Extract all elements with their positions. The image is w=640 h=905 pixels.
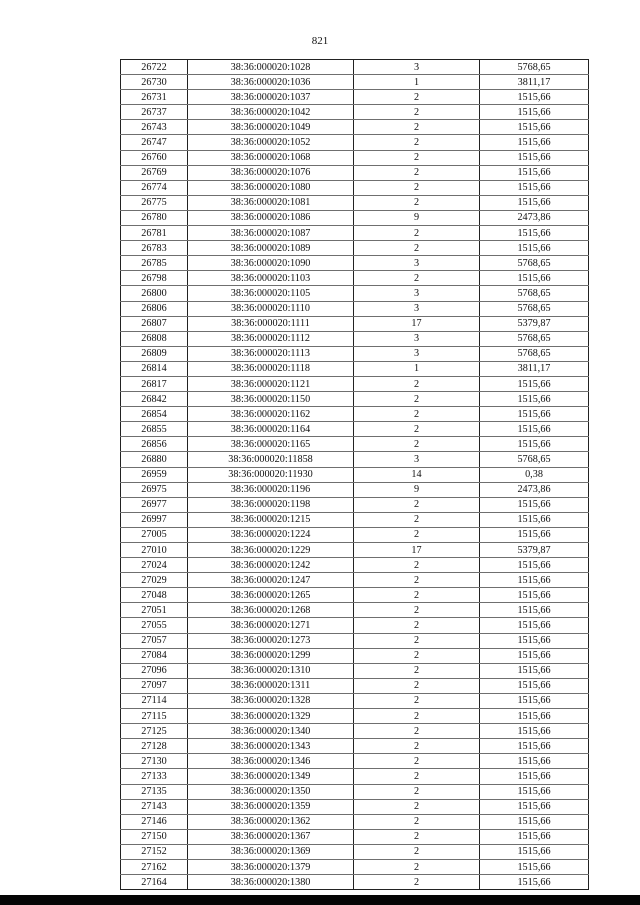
count-cell: 9 bbox=[354, 482, 480, 497]
table-row bbox=[121, 271, 589, 286]
value-cell: 1515,66 bbox=[480, 829, 589, 844]
record-number-cell: 27048 bbox=[121, 588, 188, 603]
table-row bbox=[121, 844, 589, 859]
value-cell: 1515,66 bbox=[480, 648, 589, 663]
table-row bbox=[121, 256, 589, 271]
value-cell: 5768,65 bbox=[480, 452, 589, 467]
count-cell: 3 bbox=[354, 346, 480, 361]
table-row bbox=[121, 361, 589, 376]
table-row bbox=[121, 346, 589, 361]
value-cell: 1515,66 bbox=[480, 422, 589, 437]
count-cell: 2 bbox=[354, 633, 480, 648]
cadastral-number-cell: 38:36:000020:1359 bbox=[188, 799, 354, 814]
count-cell: 2 bbox=[354, 165, 480, 180]
record-number-cell: 26775 bbox=[121, 195, 188, 210]
count-cell: 17 bbox=[354, 316, 480, 331]
table-row bbox=[121, 226, 589, 241]
cadastral-number-cell: 38:36:000020:1362 bbox=[188, 814, 354, 829]
table-row bbox=[121, 693, 589, 708]
count-cell: 2 bbox=[354, 512, 480, 527]
record-number-cell: 26997 bbox=[121, 512, 188, 527]
table-row bbox=[121, 437, 589, 452]
count-cell: 2 bbox=[354, 120, 480, 135]
cadastral-number-cell: 38:36:000020:1087 bbox=[188, 226, 354, 241]
table-row bbox=[121, 648, 589, 663]
value-cell: 2473,86 bbox=[480, 210, 589, 225]
value-cell: 2473,86 bbox=[480, 482, 589, 497]
value-cell: 1515,66 bbox=[480, 527, 589, 542]
value-cell: 1515,66 bbox=[480, 241, 589, 256]
cadastral-number-cell: 38:36:000020:1042 bbox=[188, 105, 354, 120]
cadastral-number-cell: 38:36:000020:1052 bbox=[188, 135, 354, 150]
count-cell: 2 bbox=[354, 407, 480, 422]
table-row bbox=[121, 859, 589, 874]
count-cell: 2 bbox=[354, 829, 480, 844]
table-row bbox=[121, 724, 589, 739]
value-cell: 5768,65 bbox=[480, 60, 589, 75]
cadastral-number-cell: 38:36:000020:1247 bbox=[188, 573, 354, 588]
count-cell: 2 bbox=[354, 784, 480, 799]
table-row bbox=[121, 739, 589, 754]
cadastral-number-cell: 38:36:000020:1369 bbox=[188, 844, 354, 859]
record-number-cell: 26769 bbox=[121, 165, 188, 180]
cadastral-number-cell: 38:36:000020:1224 bbox=[188, 527, 354, 542]
value-cell: 1515,66 bbox=[480, 180, 589, 195]
cadastral-number-cell: 38:36:000020:1328 bbox=[188, 693, 354, 708]
value-cell: 1515,66 bbox=[480, 844, 589, 859]
cadastral-number-cell: 38:36:000020:1076 bbox=[188, 165, 354, 180]
cadastral-number-cell: 38:36:000020:1367 bbox=[188, 829, 354, 844]
record-number-cell: 26774 bbox=[121, 180, 188, 195]
record-number-cell: 27084 bbox=[121, 648, 188, 663]
count-cell: 1 bbox=[354, 361, 480, 376]
record-number-cell: 27005 bbox=[121, 527, 188, 542]
value-cell: 1515,66 bbox=[480, 799, 589, 814]
record-number-cell: 26808 bbox=[121, 331, 188, 346]
record-number-cell: 26743 bbox=[121, 120, 188, 135]
count-cell: 2 bbox=[354, 663, 480, 678]
value-cell: 1515,66 bbox=[480, 724, 589, 739]
count-cell: 3 bbox=[354, 331, 480, 346]
record-number-cell: 26959 bbox=[121, 467, 188, 482]
value-cell: 1515,66 bbox=[480, 376, 589, 391]
table-row bbox=[121, 180, 589, 195]
count-cell: 1 bbox=[354, 75, 480, 90]
cadastral-number-cell: 38:36:000020:1111 bbox=[188, 316, 354, 331]
value-cell: 1515,66 bbox=[480, 754, 589, 769]
table-row bbox=[121, 376, 589, 391]
value-cell: 1515,66 bbox=[480, 769, 589, 784]
table-row bbox=[121, 241, 589, 256]
table-row bbox=[121, 150, 589, 165]
count-cell: 2 bbox=[354, 241, 480, 256]
record-number-cell: 27057 bbox=[121, 633, 188, 648]
record-number-cell: 27133 bbox=[121, 769, 188, 784]
count-cell: 2 bbox=[354, 754, 480, 769]
value-cell: 1515,66 bbox=[480, 603, 589, 618]
cadastral-number-cell: 38:36:000020:1037 bbox=[188, 90, 354, 105]
cadastral-number-cell: 38:36:000020:1229 bbox=[188, 543, 354, 558]
count-cell: 2 bbox=[354, 648, 480, 663]
record-number-cell: 27115 bbox=[121, 709, 188, 724]
cadastral-number-cell: 38:36:000020:1090 bbox=[188, 256, 354, 271]
value-cell: 1515,66 bbox=[480, 105, 589, 120]
record-number-cell: 27146 bbox=[121, 814, 188, 829]
value-cell: 1515,66 bbox=[480, 709, 589, 724]
table-row bbox=[121, 754, 589, 769]
cadastral-number-cell: 38:36:000020:1165 bbox=[188, 437, 354, 452]
count-cell: 2 bbox=[354, 558, 480, 573]
value-cell: 1515,66 bbox=[480, 558, 589, 573]
record-number-cell: 26800 bbox=[121, 286, 188, 301]
table-row bbox=[121, 286, 589, 301]
table-row bbox=[121, 875, 589, 890]
table-row bbox=[121, 558, 589, 573]
cadastral-number-cell: 38:36:000020:1110 bbox=[188, 301, 354, 316]
table-row bbox=[121, 663, 589, 678]
value-cell: 5768,65 bbox=[480, 286, 589, 301]
count-cell: 2 bbox=[354, 195, 480, 210]
table-row bbox=[121, 135, 589, 150]
cadastral-number-cell: 38:36:000020:1310 bbox=[188, 663, 354, 678]
value-cell: 1515,66 bbox=[480, 588, 589, 603]
value-cell: 5768,65 bbox=[480, 346, 589, 361]
record-number-cell: 27152 bbox=[121, 844, 188, 859]
table-row bbox=[121, 769, 589, 784]
record-number-cell: 27150 bbox=[121, 829, 188, 844]
cadastral-number-cell: 38:36:000020:1121 bbox=[188, 376, 354, 391]
count-cell: 2 bbox=[354, 678, 480, 693]
value-cell: 5768,65 bbox=[480, 301, 589, 316]
cadastral-number-cell: 38:36:000020:1105 bbox=[188, 286, 354, 301]
count-cell: 2 bbox=[354, 392, 480, 407]
value-cell: 1515,66 bbox=[480, 633, 589, 648]
record-number-cell: 27128 bbox=[121, 739, 188, 754]
table-row bbox=[121, 603, 589, 618]
count-cell: 3 bbox=[354, 286, 480, 301]
cadastral-number-cell: 38:36:000020:1150 bbox=[188, 392, 354, 407]
value-cell: 1515,66 bbox=[480, 392, 589, 407]
value-cell: 1515,66 bbox=[480, 693, 589, 708]
record-number-cell: 26807 bbox=[121, 316, 188, 331]
record-number-cell: 26806 bbox=[121, 301, 188, 316]
record-number-cell: 26783 bbox=[121, 241, 188, 256]
count-cell: 3 bbox=[354, 301, 480, 316]
value-cell: 1515,66 bbox=[480, 120, 589, 135]
table-row bbox=[121, 120, 589, 135]
count-cell: 2 bbox=[354, 693, 480, 708]
value-cell: 1515,66 bbox=[480, 678, 589, 693]
record-number-cell: 26731 bbox=[121, 90, 188, 105]
table-row bbox=[121, 75, 589, 90]
table-row bbox=[121, 452, 589, 467]
table-row bbox=[121, 588, 589, 603]
cadastral-number-cell: 38:36:000020:1265 bbox=[188, 588, 354, 603]
count-cell: 2 bbox=[354, 709, 480, 724]
count-cell: 2 bbox=[354, 875, 480, 890]
table-row bbox=[121, 784, 589, 799]
record-number-cell: 27097 bbox=[121, 678, 188, 693]
count-cell: 2 bbox=[354, 799, 480, 814]
count-cell: 2 bbox=[354, 376, 480, 391]
value-cell: 0,38 bbox=[480, 467, 589, 482]
table-row bbox=[121, 195, 589, 210]
value-cell: 1515,66 bbox=[480, 814, 589, 829]
cadastral-number-cell: 38:36:000020:1329 bbox=[188, 709, 354, 724]
table-row bbox=[121, 392, 589, 407]
count-cell: 17 bbox=[354, 543, 480, 558]
record-number-cell: 27051 bbox=[121, 603, 188, 618]
cadastral-number-cell: 38:36:000020:1380 bbox=[188, 875, 354, 890]
value-cell: 1515,66 bbox=[480, 739, 589, 754]
value-cell: 1515,66 bbox=[480, 663, 589, 678]
table-row bbox=[121, 165, 589, 180]
cadastral-number-cell: 38:36:000020:1118 bbox=[188, 361, 354, 376]
record-number-cell: 26760 bbox=[121, 150, 188, 165]
value-cell: 3811,17 bbox=[480, 75, 589, 90]
record-number-cell: 26737 bbox=[121, 105, 188, 120]
cadastral-number-cell: 38:36:000020:1340 bbox=[188, 724, 354, 739]
record-number-cell: 27024 bbox=[121, 558, 188, 573]
record-number-cell: 26842 bbox=[121, 392, 188, 407]
table-row bbox=[121, 482, 589, 497]
count-cell: 3 bbox=[354, 256, 480, 271]
cadastral-number-cell: 38:36:000020:1086 bbox=[188, 210, 354, 225]
count-cell: 2 bbox=[354, 135, 480, 150]
table-row bbox=[121, 60, 589, 75]
cadastral-number-cell: 38:36:000020:1036 bbox=[188, 75, 354, 90]
count-cell: 2 bbox=[354, 814, 480, 829]
value-cell: 1515,66 bbox=[480, 135, 589, 150]
cadastral-number-cell: 38:36:000020:1112 bbox=[188, 331, 354, 346]
value-cell: 3811,17 bbox=[480, 361, 589, 376]
table-row bbox=[121, 543, 589, 558]
table-row bbox=[121, 709, 589, 724]
page-number: 821 bbox=[311, 35, 329, 47]
value-cell: 1515,66 bbox=[480, 875, 589, 890]
scan-edge-bar bbox=[0, 895, 640, 905]
count-cell: 2 bbox=[354, 527, 480, 542]
record-number-cell: 27114 bbox=[121, 693, 188, 708]
count-cell: 14 bbox=[354, 467, 480, 482]
table-row bbox=[121, 618, 589, 633]
record-number-cell: 26722 bbox=[121, 60, 188, 75]
count-cell: 3 bbox=[354, 452, 480, 467]
cadastral-number-cell: 38:36:000020:1103 bbox=[188, 271, 354, 286]
cadastral-number-cell: 38:36:000020:1068 bbox=[188, 150, 354, 165]
value-cell: 1515,66 bbox=[480, 573, 589, 588]
cadastral-number-cell: 38:36:000020:1164 bbox=[188, 422, 354, 437]
record-number-cell: 26785 bbox=[121, 256, 188, 271]
value-cell: 1515,66 bbox=[480, 90, 589, 105]
count-cell: 2 bbox=[354, 739, 480, 754]
table-row bbox=[121, 90, 589, 105]
cadastral-number-cell: 38:36:000020:1081 bbox=[188, 195, 354, 210]
record-number-cell: 26880 bbox=[121, 452, 188, 467]
count-cell: 2 bbox=[354, 90, 480, 105]
record-number-cell: 27130 bbox=[121, 754, 188, 769]
cadastral-number-cell: 38:36:000020:1350 bbox=[188, 784, 354, 799]
value-cell: 5768,65 bbox=[480, 256, 589, 271]
count-cell: 2 bbox=[354, 769, 480, 784]
record-number-cell: 26798 bbox=[121, 271, 188, 286]
cadastral-number-cell: 38:36:000020:1242 bbox=[188, 558, 354, 573]
table-row bbox=[121, 497, 589, 512]
cadastral-number-cell: 38:36:000020:11930 bbox=[188, 467, 354, 482]
count-cell: 2 bbox=[354, 603, 480, 618]
value-cell: 1515,66 bbox=[480, 512, 589, 527]
table-row bbox=[121, 829, 589, 844]
cadastral-number-cell: 38:36:000020:1311 bbox=[188, 678, 354, 693]
record-number-cell: 26855 bbox=[121, 422, 188, 437]
value-cell: 5768,65 bbox=[480, 331, 589, 346]
record-number-cell: 27143 bbox=[121, 799, 188, 814]
table-row bbox=[121, 573, 589, 588]
count-cell: 9 bbox=[354, 210, 480, 225]
record-number-cell: 27125 bbox=[121, 724, 188, 739]
value-cell: 1515,66 bbox=[480, 497, 589, 512]
value-cell: 1515,66 bbox=[480, 165, 589, 180]
value-cell: 1515,66 bbox=[480, 195, 589, 210]
record-number-cell: 26780 bbox=[121, 210, 188, 225]
cadastral-number-cell: 38:36:000020:1271 bbox=[188, 618, 354, 633]
cadastral-number-cell: 38:36:000020:1215 bbox=[188, 512, 354, 527]
table-row bbox=[121, 799, 589, 814]
record-number-cell: 26730 bbox=[121, 75, 188, 90]
cadastral-number-cell: 38:36:000020:1080 bbox=[188, 180, 354, 195]
table-row bbox=[121, 678, 589, 693]
table-row bbox=[121, 512, 589, 527]
cadastral-number-cell: 38:36:000020:1028 bbox=[188, 60, 354, 75]
table-row bbox=[121, 407, 589, 422]
cadastral-number-cell: 38:36:000020:1089 bbox=[188, 241, 354, 256]
cadastral-number-cell: 38:36:000020:11858 bbox=[188, 452, 354, 467]
table-row bbox=[121, 210, 589, 225]
cadastral-number-cell: 38:36:000020:1198 bbox=[188, 497, 354, 512]
table-row bbox=[121, 331, 589, 346]
record-number-cell: 27029 bbox=[121, 573, 188, 588]
record-number-cell: 27164 bbox=[121, 875, 188, 890]
table-row bbox=[121, 633, 589, 648]
table-row bbox=[121, 105, 589, 120]
value-cell: 1515,66 bbox=[480, 407, 589, 422]
record-number-cell: 26809 bbox=[121, 346, 188, 361]
table-row bbox=[121, 527, 589, 542]
count-cell: 2 bbox=[354, 497, 480, 512]
count-cell: 2 bbox=[354, 150, 480, 165]
value-cell: 1515,66 bbox=[480, 271, 589, 286]
value-cell: 1515,66 bbox=[480, 437, 589, 452]
cadastral-number-cell: 38:36:000020:1343 bbox=[188, 739, 354, 754]
count-cell: 2 bbox=[354, 422, 480, 437]
table-row bbox=[121, 422, 589, 437]
value-cell: 5379,87 bbox=[480, 543, 589, 558]
cadastral-number-cell: 38:36:000020:1273 bbox=[188, 633, 354, 648]
count-cell: 2 bbox=[354, 588, 480, 603]
count-cell: 2 bbox=[354, 859, 480, 874]
value-cell: 1515,66 bbox=[480, 784, 589, 799]
count-cell: 2 bbox=[354, 271, 480, 286]
record-number-cell: 26854 bbox=[121, 407, 188, 422]
count-cell: 2 bbox=[354, 226, 480, 241]
record-number-cell: 27010 bbox=[121, 543, 188, 558]
value-cell: 1515,66 bbox=[480, 618, 589, 633]
table-body bbox=[121, 60, 589, 890]
record-number-cell: 26781 bbox=[121, 226, 188, 241]
record-number-cell: 27162 bbox=[121, 859, 188, 874]
record-number-cell: 27135 bbox=[121, 784, 188, 799]
record-number-cell: 27096 bbox=[121, 663, 188, 678]
cadastral-number-cell: 38:36:000020:1349 bbox=[188, 769, 354, 784]
value-cell: 1515,66 bbox=[480, 226, 589, 241]
table-row bbox=[121, 316, 589, 331]
record-number-cell: 26975 bbox=[121, 482, 188, 497]
count-cell: 2 bbox=[354, 724, 480, 739]
value-cell: 1515,66 bbox=[480, 150, 589, 165]
count-cell: 2 bbox=[354, 618, 480, 633]
cadastral-number-cell: 38:36:000020:1346 bbox=[188, 754, 354, 769]
data-table bbox=[120, 59, 589, 890]
cadastral-number-cell: 38:36:000020:1113 bbox=[188, 346, 354, 361]
record-number-cell: 26977 bbox=[121, 497, 188, 512]
value-cell: 5379,87 bbox=[480, 316, 589, 331]
cadastral-number-cell: 38:36:000020:1299 bbox=[188, 648, 354, 663]
table-row bbox=[121, 301, 589, 316]
count-cell: 2 bbox=[354, 180, 480, 195]
count-cell: 3 bbox=[354, 60, 480, 75]
count-cell: 2 bbox=[354, 105, 480, 120]
table-row bbox=[121, 467, 589, 482]
count-cell: 2 bbox=[354, 437, 480, 452]
count-cell: 2 bbox=[354, 573, 480, 588]
table-row bbox=[121, 814, 589, 829]
record-number-cell: 27055 bbox=[121, 618, 188, 633]
record-number-cell: 26747 bbox=[121, 135, 188, 150]
record-number-cell: 26856 bbox=[121, 437, 188, 452]
cadastral-number-cell: 38:36:000020:1268 bbox=[188, 603, 354, 618]
value-cell: 1515,66 bbox=[480, 859, 589, 874]
count-cell: 2 bbox=[354, 844, 480, 859]
record-number-cell: 26814 bbox=[121, 361, 188, 376]
cadastral-number-cell: 38:36:000020:1196 bbox=[188, 482, 354, 497]
cadastral-number-cell: 38:36:000020:1049 bbox=[188, 120, 354, 135]
record-number-cell: 26817 bbox=[121, 376, 188, 391]
cadastral-number-cell: 38:36:000020:1162 bbox=[188, 407, 354, 422]
cadastral-number-cell: 38:36:000020:1379 bbox=[188, 859, 354, 874]
